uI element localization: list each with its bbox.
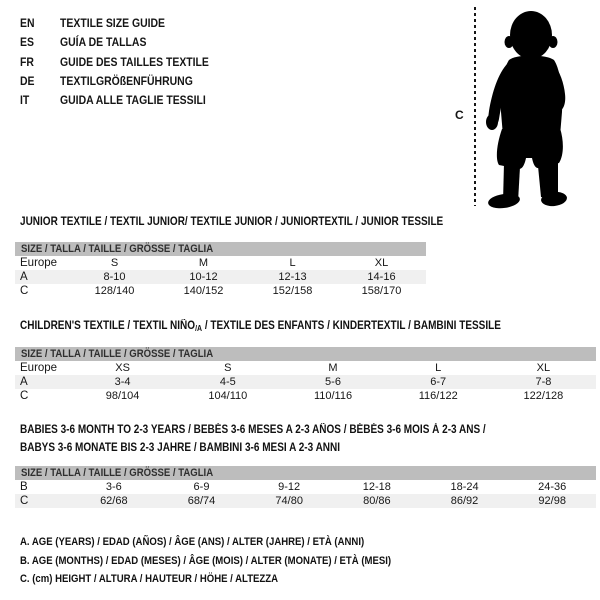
table-row-age bbox=[15, 375, 596, 389]
guide-title-de: TEXTILGRÖßENFÜHRUNG bbox=[60, 73, 193, 88]
table-cell: 4-5 bbox=[219, 376, 236, 388]
table-row-age bbox=[15, 270, 426, 284]
babies-size-table bbox=[15, 466, 596, 508]
table-cell: XS bbox=[115, 362, 130, 374]
table-cell: 80/86 bbox=[363, 495, 391, 507]
table-cell: 18-24 bbox=[450, 481, 479, 493]
footnote-age-months: B. AGE (MONTHS) / EDAD (MESES) / ÂGE (MOIS) / ALTER (MONATE) / ETÀ (MESI) bbox=[20, 554, 392, 567]
row-label: Europe bbox=[20, 257, 58, 269]
row-label: B bbox=[20, 481, 28, 493]
table-cell: 3-6 bbox=[105, 481, 122, 493]
table-cell: 24-36 bbox=[538, 481, 567, 493]
guide-title-fr: GUIDE DES TAILLES TEXTILE bbox=[60, 54, 209, 69]
table-cell: L bbox=[435, 362, 442, 374]
children-section-title: CHILDREN'S TEXTILE / TEXTIL $NIÑO_{/A}$ / TEXTILE DES ENFANTS / KINDERTEXTIL / BAMBINI TESSILE bbox=[20, 320, 501, 333]
table-cell: 86/92 bbox=[450, 495, 479, 507]
table-cell: 12-13 bbox=[278, 271, 307, 283]
size-table-header: SIZE / TALLA / TAILLE / GRÖSSE / TAGLIA bbox=[15, 242, 426, 256]
guide-title-en: TEXTILE SIZE GUIDE bbox=[60, 16, 166, 30]
footnote-age-years: A. AGE (YEARS) / EDAD (AÑOS) / ÂGE (ANS) / ALTER (JAHRE) / ETÀ (ANNI) bbox=[20, 536, 365, 548]
row-label: A bbox=[20, 271, 28, 283]
table-cell: 74/80 bbox=[275, 495, 303, 507]
guide-title-it: GUIDA ALLE TAGLIE TESSILI bbox=[60, 93, 206, 108]
table-cell: 8-10 bbox=[103, 271, 126, 283]
nino-a-subscript: /A bbox=[195, 324, 203, 333]
table-cell: 128/140 bbox=[94, 285, 135, 297]
table-cell: 92/98 bbox=[538, 495, 566, 507]
table-cell: XL bbox=[536, 362, 551, 374]
table-row-height bbox=[15, 389, 596, 403]
table-cell: 122/128 bbox=[523, 390, 564, 402]
table-cell: 3-4 bbox=[114, 376, 131, 388]
table-cell: 7-8 bbox=[535, 376, 552, 388]
row-label: A bbox=[20, 376, 28, 388]
language-code: IT bbox=[20, 93, 30, 108]
row-label: Europe bbox=[20, 362, 58, 374]
table-cell: 62/68 bbox=[100, 495, 128, 507]
table-cell: S bbox=[224, 362, 232, 374]
table-cell: 6-7 bbox=[430, 376, 447, 388]
table-cell: 158/170 bbox=[361, 285, 402, 297]
table-row-height bbox=[15, 494, 596, 508]
junior-size-table bbox=[15, 242, 426, 298]
language-row-fr bbox=[20, 53, 237, 72]
table-cell: 6-9 bbox=[193, 481, 210, 493]
table-cell: 14-16 bbox=[367, 271, 396, 283]
table-cell: 9-12 bbox=[278, 481, 301, 493]
table-cell: L bbox=[289, 257, 296, 269]
baby-silhouette-icon bbox=[483, 10, 593, 209]
language-row-en bbox=[20, 14, 237, 33]
table-cell: M bbox=[328, 362, 338, 374]
table-cell: 152/158 bbox=[272, 285, 313, 297]
guide-title-es: GUÍA DE TALLAS bbox=[60, 35, 147, 50]
language-row-es bbox=[20, 33, 237, 52]
height-measure-dashed-line bbox=[474, 7, 476, 206]
table-cell: 10-12 bbox=[189, 271, 218, 283]
row-label: C bbox=[20, 390, 29, 402]
language-row-de bbox=[20, 72, 237, 91]
table-row-europe bbox=[15, 361, 596, 375]
language-row-it bbox=[20, 91, 237, 110]
height-marker-label: C bbox=[455, 108, 464, 122]
children-size-table bbox=[15, 347, 596, 403]
table-cell: 12-18 bbox=[362, 481, 391, 493]
language-code: ES bbox=[20, 35, 34, 50]
table-cell: 110/116 bbox=[313, 390, 353, 402]
language-code: FR bbox=[20, 54, 34, 69]
table-cell: 140/152 bbox=[183, 285, 224, 297]
table-cell: 116/122 bbox=[418, 390, 458, 402]
table-cell: 68/74 bbox=[187, 495, 216, 507]
footnote-height-cm: C. (cm) HEIGHT / ALTURA / HAUTEUR / HÖHE / ALTEZZA bbox=[20, 573, 279, 586]
table-cell: 104/110 bbox=[208, 390, 248, 402]
table-cell: 98/104 bbox=[105, 390, 140, 402]
legend-footnotes bbox=[20, 533, 447, 589]
row-label: C bbox=[20, 285, 29, 297]
table-cell: M bbox=[198, 257, 209, 269]
language-code: EN bbox=[20, 16, 35, 30]
table-cell: 5-6 bbox=[325, 376, 341, 388]
language-list bbox=[20, 14, 237, 110]
babies-section-title: BABIES 3-6 MONTH TO 2-3 YEARS / BEBÉS 3-6 MESES A 2-3 AÑOS / BÉBÉS 3-6 MOIS À 2-3 ANS / BABYS 3-6 MONATE BIS 2-3 JAHRE / BAMBINI 3-6 MESI A 2-3 ANNI bbox=[20, 424, 486, 454]
row-label: C bbox=[20, 495, 29, 507]
size-table-header: SIZE / TALLA / TAILLE / GRÖSSE / TAGLIA bbox=[15, 347, 596, 361]
table-row-europe bbox=[15, 256, 426, 270]
size-table-header: SIZE / TALLA / TAILLE / GRÖSSE / TAGLIA bbox=[15, 466, 596, 480]
table-row-age-months bbox=[15, 480, 596, 494]
language-code: DE bbox=[20, 73, 35, 88]
junior-section-title: JUNIOR TEXTILE / TEXTIL JUNIOR/ TEXTILE JUNIOR / JUNIORTEXTIL / JUNIOR TESSILE bbox=[20, 216, 444, 228]
table-row-height bbox=[15, 284, 426, 298]
table-cell: S bbox=[110, 257, 119, 269]
table-cell: XL bbox=[374, 257, 389, 269]
